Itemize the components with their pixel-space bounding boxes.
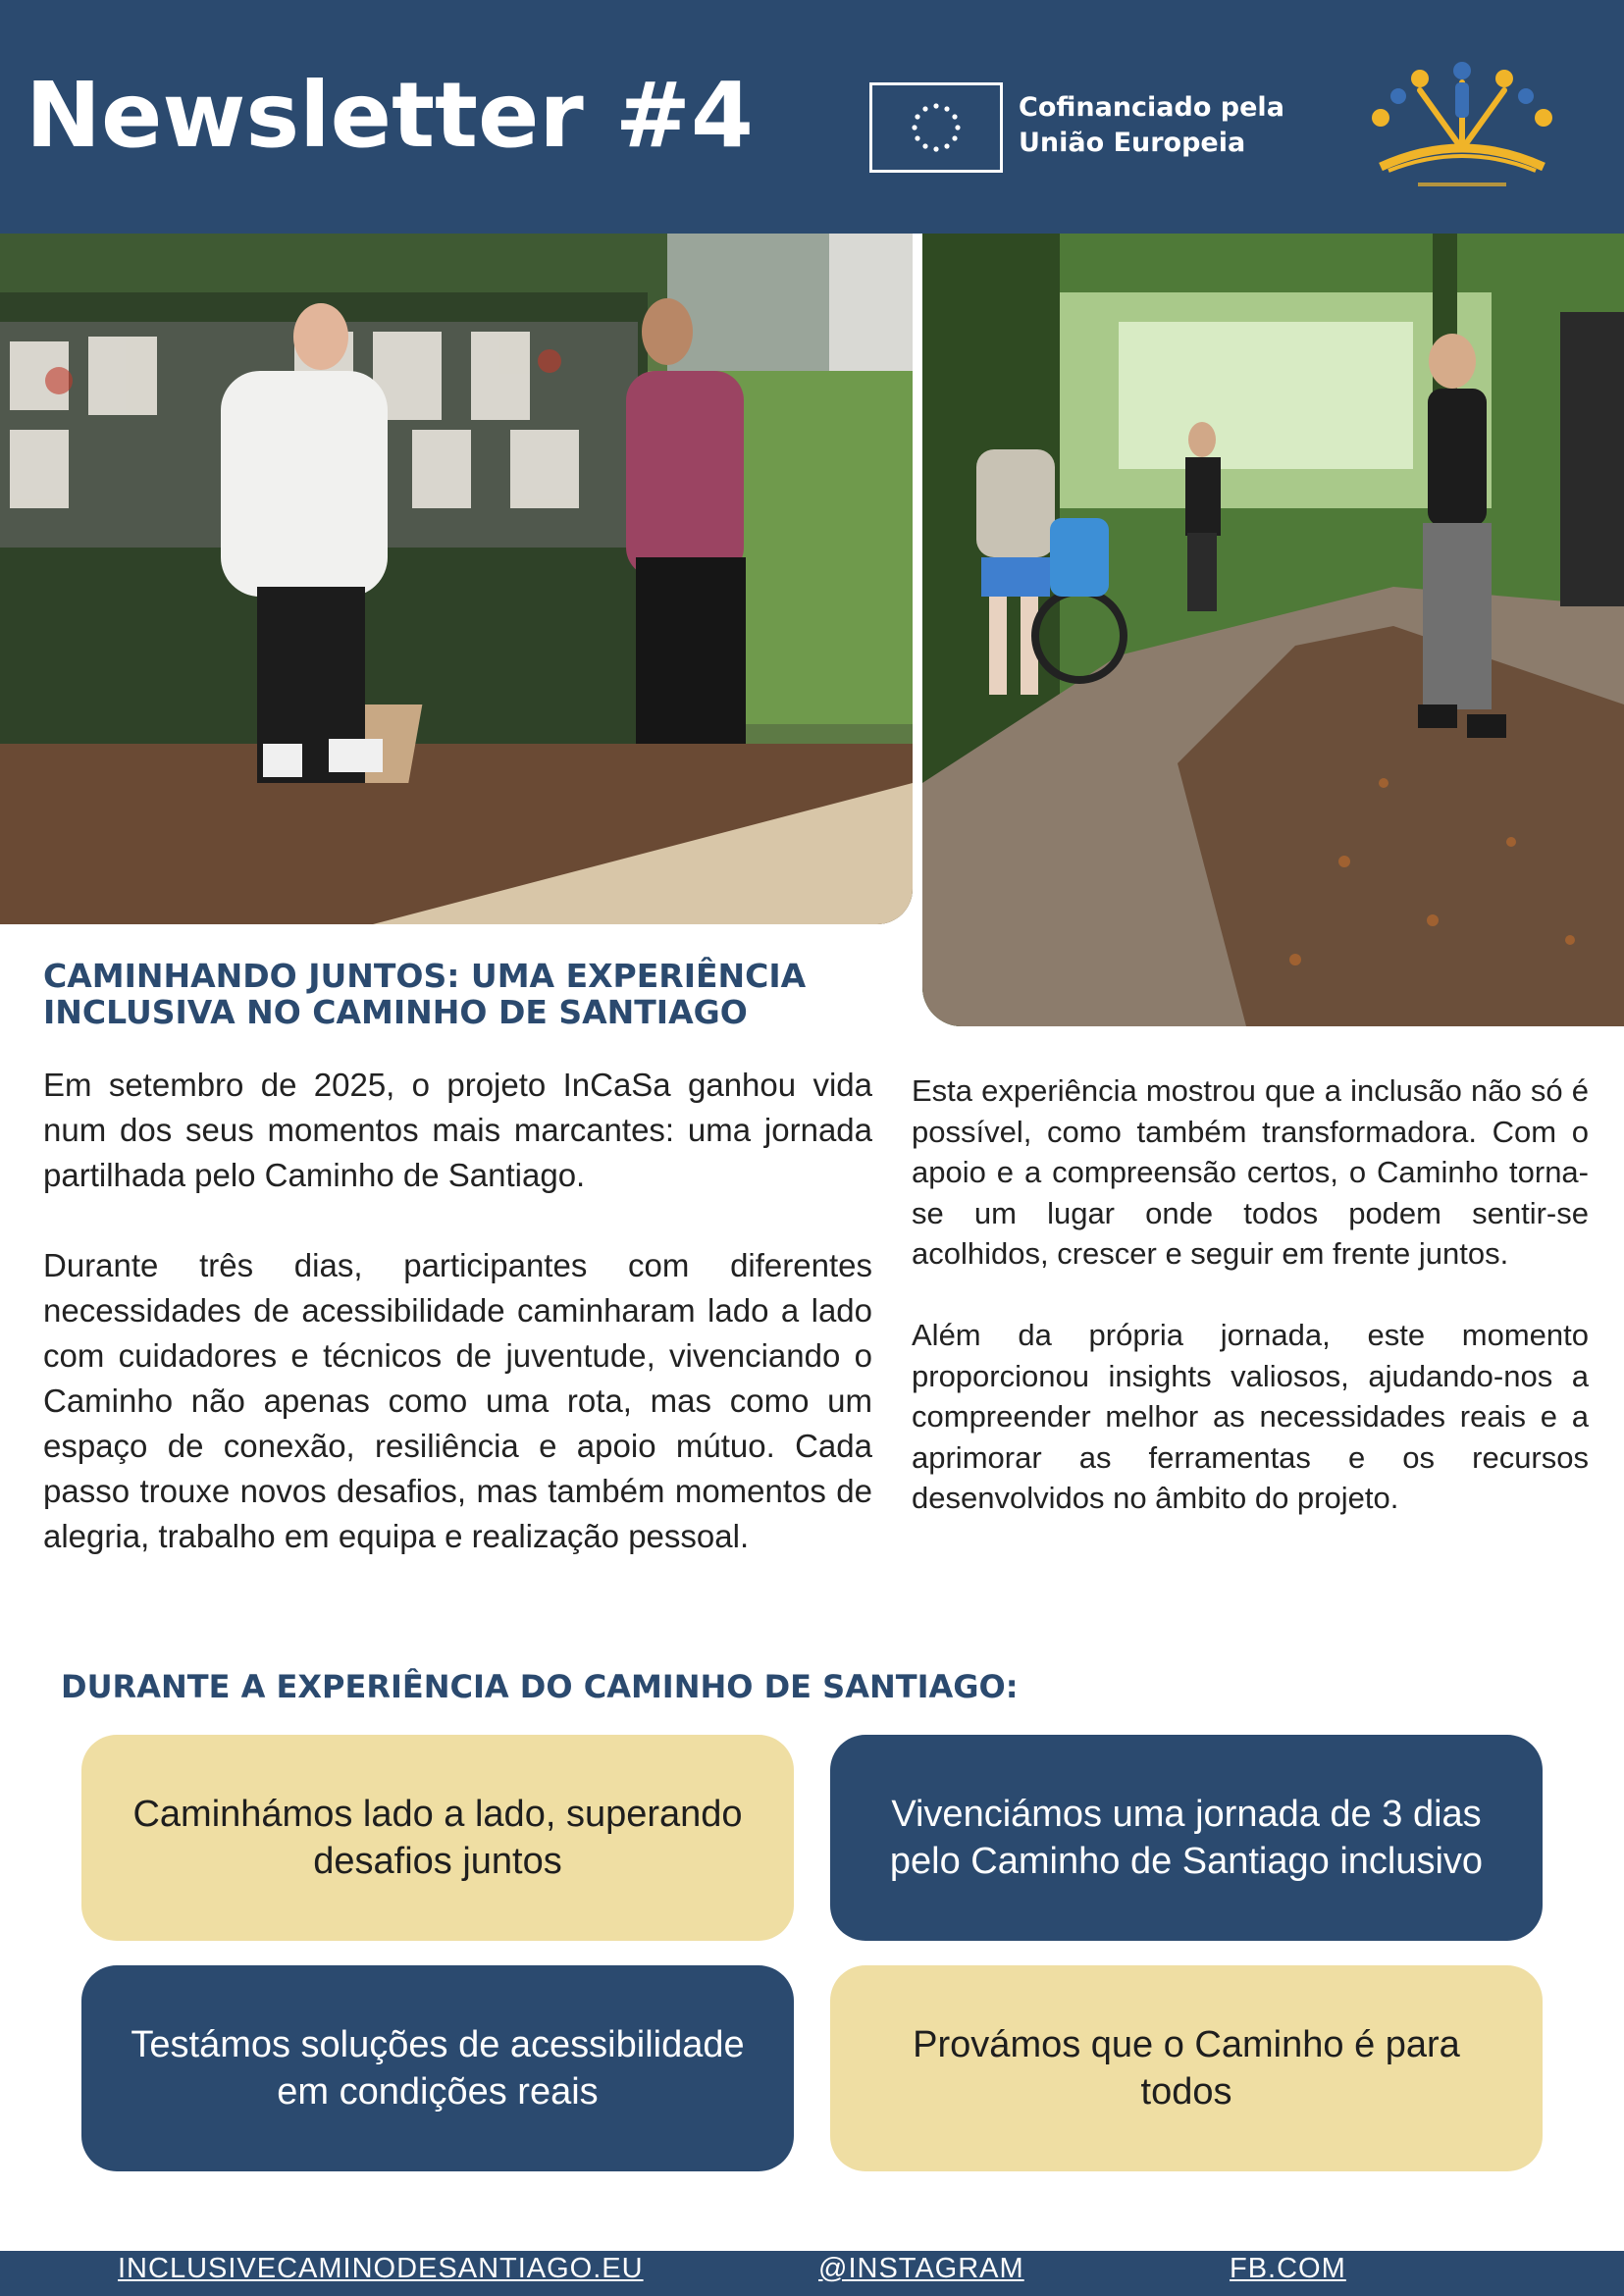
headline-line-2: INCLUSIVA NO CAMINHO DE SANTIAGO — [43, 993, 748, 1031]
highlight-card-text: Testámos soluções de acessibilidade em condições reais — [131, 2024, 745, 2113]
website-link[interactable]: INCLUSIVECAMINODESANTIAGO.EU — [118, 2253, 644, 2284]
paragraph: Durante três dias, participantes com diferentes necessidades de acessibilidade caminharam lado a lado com cuidadores e técnicos de juventude, vivenciando o Caminho não apenas como uma rota, mas como um espaço de conexão, resiliência e apoio mútuo. Cada passo trouxe novos desafios, mas também momentos de alegria, trabalho em equipa e realização pessoal. — [43, 1247, 872, 1554]
highlights-title: DURANTE A EXPERIÊNCIA DO CAMINHO DE SANTIAGO: — [61, 1668, 1019, 1705]
instagram-link[interactable]: @INSTAGRAM — [818, 2253, 1024, 2284]
eu-line-1: Cofinanciado pela — [1019, 92, 1284, 123]
newsletter-title: Newsletter #4 — [26, 63, 754, 168]
facebook-link[interactable]: FB.COM — [1230, 2253, 1346, 2284]
paragraph: Em setembro de 2025, o projeto InCaSa ganhou vida num dos seus momentos mais marcantes: uma jornada partilhada pelo Caminho de Santiago. — [43, 1067, 872, 1193]
eu-flag-icon — [869, 82, 1003, 173]
eu-cofunding-text — [1019, 90, 1284, 161]
highlight-card-text: Provámos que o Caminho é para todos — [913, 2024, 1460, 2113]
eu-line-2: União Europeia — [1019, 128, 1246, 158]
headline-line-1: CAMINHANDO JUNTOS: UMA EXPERIÊNCIA — [43, 957, 807, 995]
highlight-card — [81, 1965, 794, 2171]
highlight-card — [81, 1735, 794, 1941]
highlight-card-text: Caminhámos lado a lado, superando desafios juntos — [132, 1794, 743, 1882]
photo-trail-wheelchair — [922, 234, 1624, 1026]
paragraph: Esta experiência mostrou que a inclusão não só é possível, como também transformadora. Com o apoio e a compreensão certos, o Caminho torna-se um lugar onde todos podem sentir-se acolhidos, crescer e seguir em frente juntos. — [912, 1073, 1589, 1271]
photo-participants-at-sign — [0, 234, 913, 924]
project-logo — [1359, 61, 1565, 194]
highlight-card — [830, 1735, 1543, 1941]
article-left-column — [43, 1063, 872, 1559]
highlight-card — [830, 1965, 1543, 2171]
article-right-column — [912, 1070, 1589, 1519]
article-headline — [43, 958, 907, 1030]
paragraph: Além da própria jornada, este momento proporcionou insights valiosos, ajudando-nos a compreender melhor as necessidades reais e a aprimorar as ferramentas e os recursos desenvolvidos no âmbito do projeto. — [912, 1318, 1589, 1515]
highlight-card-text: Vivenciámos uma jornada de 3 dias pelo Caminho de Santiago inclusivo — [889, 1794, 1484, 1882]
